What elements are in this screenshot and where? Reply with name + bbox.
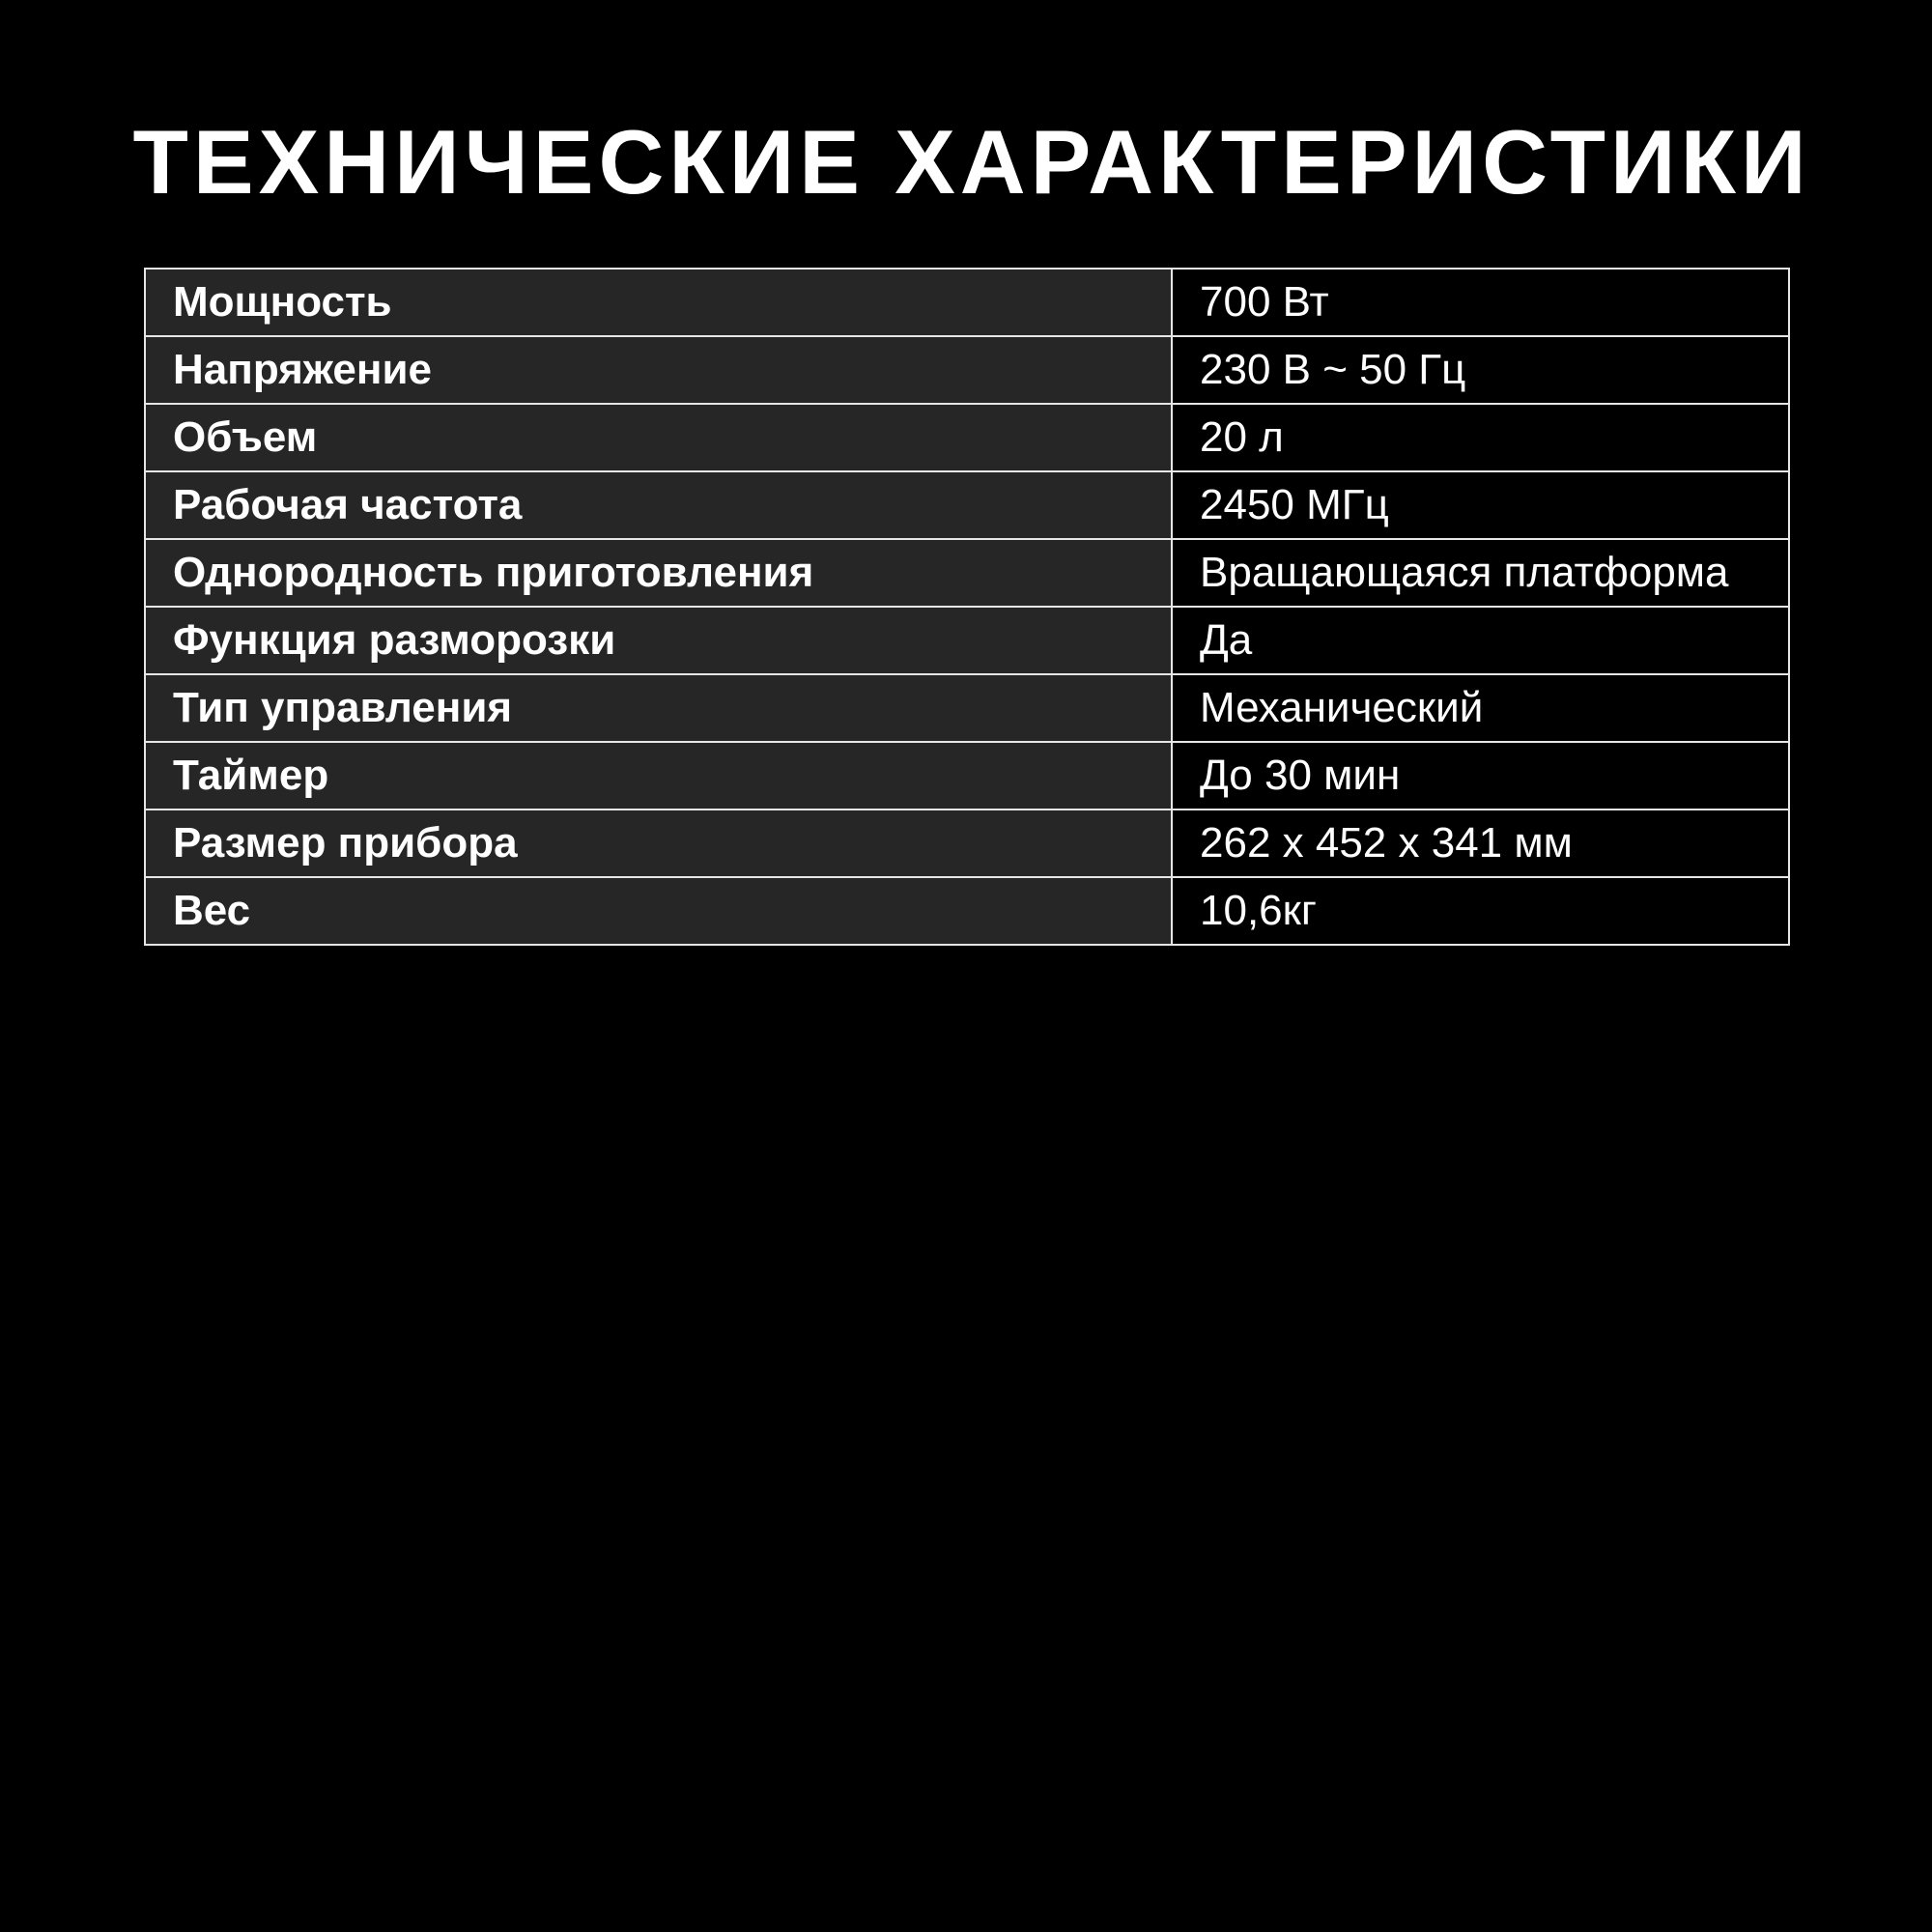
- spec-value: 700 Вт: [1172, 269, 1789, 336]
- spec-label: Функция разморозки: [145, 607, 1172, 674]
- spec-value: Механический: [1172, 674, 1789, 742]
- spec-label: Вес: [145, 877, 1172, 945]
- spec-value: Вращающаяся платформа: [1172, 539, 1789, 607]
- table-row: [145, 471, 1789, 539]
- spec-value: 262 х 452 х 341 мм: [1172, 810, 1789, 877]
- spec-label: Размер прибора: [145, 810, 1172, 877]
- table-row: [145, 539, 1789, 607]
- table-row: [145, 877, 1789, 945]
- spec-label: Напряжение: [145, 336, 1172, 404]
- spec-value: Да: [1172, 607, 1789, 674]
- spec-label: Мощность: [145, 269, 1172, 336]
- spec-label: Рабочая частота: [145, 471, 1172, 539]
- page-title: ТЕХНИЧЕСКИЕ ХАРАКТЕРИСТИКИ: [132, 111, 1811, 213]
- table-row: [145, 674, 1789, 742]
- spec-label: Таймер: [145, 742, 1172, 810]
- table-row: [145, 742, 1789, 810]
- table-row: [145, 336, 1789, 404]
- table-row: [145, 269, 1789, 336]
- table-row: [145, 607, 1789, 674]
- spec-label: Тип управления: [145, 674, 1172, 742]
- spec-value: 10,6кг: [1172, 877, 1789, 945]
- spec-value: 20 л: [1172, 404, 1789, 471]
- spec-value: 2450 МГц: [1172, 471, 1789, 539]
- spec-value: До 30 мин: [1172, 742, 1789, 810]
- table-row: [145, 810, 1789, 877]
- spec-value: 230 В ~ 50 Гц: [1172, 336, 1789, 404]
- specifications-table: [144, 268, 1790, 946]
- spec-label: Однородность приготовления: [145, 539, 1172, 607]
- table-row: [145, 404, 1789, 471]
- spec-label: Объем: [145, 404, 1172, 471]
